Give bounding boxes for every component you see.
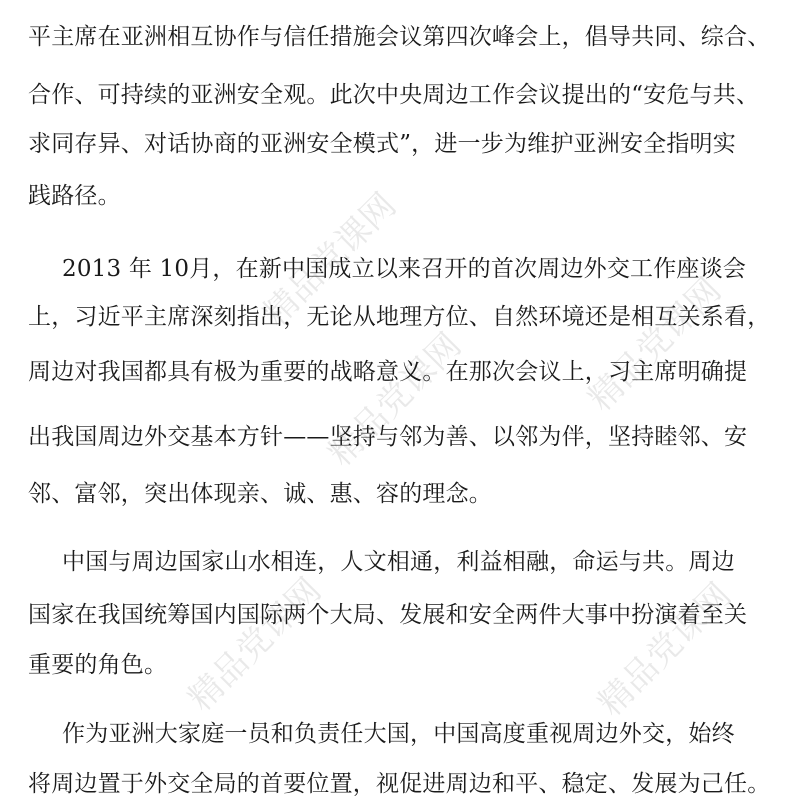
text-line: 作为亚洲大家庭一员和负责任大国，中国高度重视周边外交，始终: [62, 721, 735, 747]
text-line: 国家在我国统筹国内国际两个大局、发展和安全两件大事中扮演着至关: [28, 602, 748, 628]
text-line: 重要的角色。: [28, 652, 168, 678]
text-line: 周边对我国都具有极为重要的战略意义。在那次会议上，习主席明确提: [28, 359, 748, 385]
text-line: 中国与周边国家山水相连，人文相通，利益相融，命运与共。周边: [62, 549, 735, 575]
watermark: 精品党课网: [320, 325, 470, 474]
watermark: 精品党课网: [590, 575, 740, 724]
text-line: 出我国周边外交基本方针——坚持与邻为善、以邻为伴，坚持睦邻、安: [28, 424, 748, 450]
text-line: 邻、富邻，突出体现亲、诚、惠、容的理念。: [28, 481, 492, 507]
text-line: 上，习近平主席深刻指出，无论从地理方位、自然环境还是相互关系看，: [28, 304, 771, 330]
text-line: 2013 年 10月，在新中国成立以来召开的首次周边外交工作座谈会: [62, 256, 747, 282]
watermark: 精品党课网: [580, 270, 730, 419]
text-line: 求同存异、对话协商的亚洲安全模式”，进一步为维护亚洲安全指明实: [28, 131, 736, 157]
text-line: 践路径。: [28, 183, 121, 209]
text-line: 合作、可持续的亚洲安全观。此次中央周边工作会议提出的“安危与共、: [28, 82, 760, 108]
text-line: 平主席在亚洲相互协作与信任措施会议第四次峰会上，倡导共同、综合、: [28, 24, 771, 50]
text-line: 将周边置于外交全局的首要位置，视促进周边和平、稳定、发展为己任。: [28, 771, 771, 797]
watermark: 精品党课网: [255, 185, 405, 334]
watermark: 精品党课网: [180, 570, 330, 719]
